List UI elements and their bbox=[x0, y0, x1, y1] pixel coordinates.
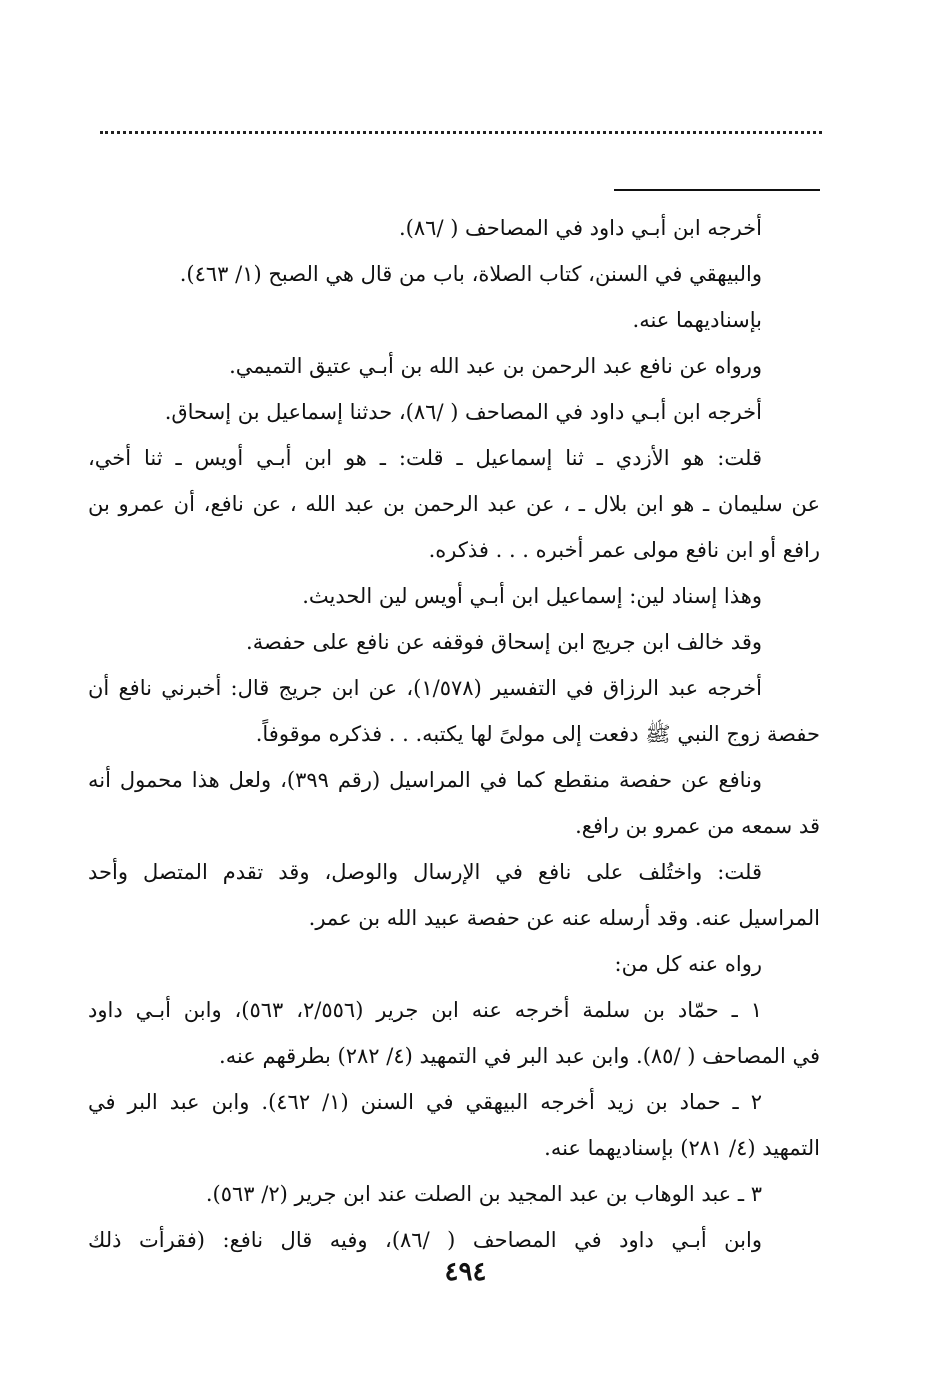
text-line: قلت: هو الأزدي ـ ثنا إسماعيل ـ قلت: ـ هو ابن أبـي أويس ـ ثنا أخي، bbox=[88, 446, 762, 470]
text-line: أخرجه عبد الرزاق في التفسير (١/٥٧٨)، عن ابن جريج قال: أخبرني نافع أن bbox=[88, 676, 763, 700]
text-line: وهذا إسناد لين: إسماعيل ابن أبـي أويس لين الحديث. bbox=[302, 584, 762, 608]
text-line: قد سمعه من عمرو بن رافع. bbox=[575, 814, 820, 838]
text-line: رواه عنه كل من: bbox=[614, 952, 762, 976]
text-line: وابن أبـي داود في المصاحف ( /٨٦)، وفيه قال نافع: (فقرأت ذلك bbox=[88, 1228, 762, 1252]
text-line: في المصاحف ( /٨٥). وابن عبد البر في التمهيد (٤/ ٢٨٢) بطرقهم عنه. bbox=[219, 1044, 820, 1068]
text-line: قلت: واختُلف على نافع في الإرسال والوصل، وقد تقدم المتصل وأحد bbox=[88, 860, 762, 884]
text-line: المراسيل عنه. وقد أرسله عنه عن حفصة عبيد الله بن عمر. bbox=[308, 906, 820, 930]
text-line: ورواه عن نافع عبد الرحمن بن عبد الله بن أبـي عتيق التميمي. bbox=[229, 354, 762, 378]
text-line: أخرجه ابن أبـي داود في المصاحف ( /٨٦). bbox=[399, 216, 762, 240]
body-text bbox=[88, 205, 820, 1263]
text-line: رافع أو ابن نافع مولى عمر أخبره . . . فذكره. bbox=[428, 538, 820, 562]
text-line: ١ ـ حمّاد بن سلمة أخرجه عنه ابن جرير (٢/٥٥٦، ٥٦٣)، وابن أبـي داود bbox=[88, 998, 762, 1022]
text-line: ٣ ـ عبد الوهاب بن عبد المجيد بن الصلت عند ابن جرير (٢/ ٥٦٣). bbox=[205, 1182, 762, 1206]
page-number: ٤٩٤ bbox=[444, 1257, 487, 1287]
footnote-rule bbox=[614, 189, 820, 191]
text-line: والبيهقي في السنن، كتاب الصلاة، باب من قال هي الصبح (١/ ٤٦٣). bbox=[179, 262, 762, 286]
dotted-separator bbox=[100, 131, 822, 134]
text-line: ٢ ـ حماد بن زيد أخرجه البيهقي في السنن (١/ ٤٦٢). وابن عبد البر في bbox=[88, 1090, 762, 1114]
text-line: بإسناديهما عنه. bbox=[632, 308, 762, 332]
text-line: حفصة زوج النبي ﷺ دفعت إلى مولىً لها يكتبه. . . فذكره موقوفاً. bbox=[255, 722, 820, 746]
text-line: ونافع عن حفصة منقطع كما في المراسيل (رقم ٣٩٩)، ولعل هذا محمول أنه bbox=[88, 768, 762, 792]
text-line: وقد خالف ابن جريج ابن إسحاق فوقفه عن نافع على حفصة. bbox=[246, 630, 762, 654]
text-line: عن سليمان ـ هو ابن بلال ـ ، عن عبد الرحمن بن عبد الله ، عن نافع، أن عمرو بن bbox=[88, 492, 820, 516]
text-line: التمهيد (٤/ ٢٨١) بإسناديهما عنه. bbox=[544, 1136, 820, 1160]
text-line: أخرجه ابن أبـي داود في المصاحف ( /٨٦)، حدثنا إسماعيل بن إسحاق. bbox=[164, 400, 762, 424]
